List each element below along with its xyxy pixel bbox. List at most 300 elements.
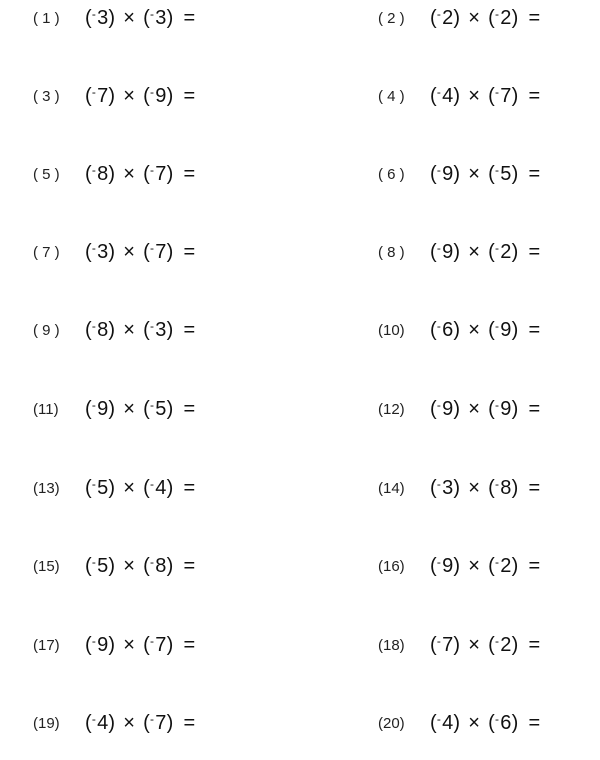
problem-number: (17) xyxy=(33,636,60,654)
operand-value: 7 xyxy=(155,240,167,263)
operand-b xyxy=(488,477,518,499)
open-paren: ( xyxy=(85,554,92,577)
problem-number: ( 6 ) xyxy=(378,165,405,183)
problem-number: ( 9 ) xyxy=(33,321,60,339)
operand-b xyxy=(143,7,173,29)
close-paren: ) xyxy=(511,84,519,107)
operand-a xyxy=(85,477,115,499)
open-paren: ( xyxy=(143,84,151,107)
operand-b xyxy=(488,398,518,420)
problem-15 xyxy=(33,551,195,581)
close-paren: ) xyxy=(108,162,116,185)
multiply-sign: × xyxy=(468,397,481,420)
open-paren: ( xyxy=(85,6,92,29)
negative-sign: - xyxy=(436,554,442,569)
operand-value: 7 xyxy=(155,162,167,185)
operand-b xyxy=(488,319,518,341)
problem-expression xyxy=(430,555,540,578)
operand-value: 6 xyxy=(500,711,512,734)
problem-expression xyxy=(430,85,540,108)
open-paren: ( xyxy=(143,162,151,185)
problem-17 xyxy=(33,630,195,660)
close-paren: ) xyxy=(166,554,174,577)
operand-b xyxy=(143,477,173,499)
operand-value: 3 xyxy=(97,6,109,29)
operand-a xyxy=(430,241,460,263)
operand-a xyxy=(430,398,460,420)
close-paren: ) xyxy=(511,6,519,29)
operand-value: 3 xyxy=(442,476,454,499)
problem-12 xyxy=(378,394,540,424)
operand-value: 4 xyxy=(97,711,109,734)
close-paren: ) xyxy=(453,318,461,341)
problem-10 xyxy=(378,315,540,345)
operand-value: 3 xyxy=(97,240,109,263)
equals-sign: = xyxy=(183,554,196,577)
problem-expression xyxy=(430,241,540,264)
problem-expression xyxy=(430,319,540,342)
close-paren: ) xyxy=(511,397,519,420)
operand-value: 4 xyxy=(442,84,454,107)
operand-value: 4 xyxy=(442,711,454,734)
problem-number: (10) xyxy=(378,321,405,339)
problem-number: (18) xyxy=(378,636,405,654)
problem-expression xyxy=(85,163,195,186)
operand-a xyxy=(85,555,115,577)
negative-sign: - xyxy=(150,240,155,255)
negative-sign: - xyxy=(495,240,500,255)
operand-a xyxy=(85,319,115,341)
problem-number: (15) xyxy=(33,557,60,575)
problem-1 xyxy=(33,3,195,33)
operand-b xyxy=(488,85,518,107)
negative-sign: - xyxy=(436,84,442,99)
operand-b xyxy=(143,398,173,420)
multiply-sign: × xyxy=(468,554,481,577)
operand-value: 5 xyxy=(97,554,109,577)
multiply-sign: × xyxy=(123,711,136,734)
close-paren: ) xyxy=(166,633,174,656)
close-paren: ) xyxy=(166,240,174,263)
close-paren: ) xyxy=(108,554,116,577)
operand-b xyxy=(488,634,518,656)
operand-b xyxy=(143,85,173,107)
negative-sign: - xyxy=(91,711,97,726)
multiply-sign: × xyxy=(468,6,481,29)
open-paren: ( xyxy=(85,476,92,499)
close-paren: ) xyxy=(511,711,519,734)
negative-sign: - xyxy=(150,6,155,21)
operand-b xyxy=(488,555,518,577)
operand-a xyxy=(85,7,115,29)
close-paren: ) xyxy=(166,318,174,341)
open-paren: ( xyxy=(488,476,496,499)
problem-8 xyxy=(378,237,540,267)
close-paren: ) xyxy=(511,162,519,185)
close-paren: ) xyxy=(166,397,174,420)
close-paren: ) xyxy=(166,6,174,29)
equals-sign: = xyxy=(528,397,541,420)
close-paren: ) xyxy=(453,397,461,420)
operand-value: 4 xyxy=(155,476,167,499)
negative-sign: - xyxy=(495,554,500,569)
operand-a xyxy=(430,712,460,734)
equals-sign: = xyxy=(528,554,541,577)
close-paren: ) xyxy=(453,162,461,185)
problem-5 xyxy=(33,159,195,189)
equals-sign: = xyxy=(528,240,541,263)
operand-value: 9 xyxy=(442,162,454,185)
equals-sign: = xyxy=(183,711,196,734)
problem-expression xyxy=(85,241,195,264)
operand-a xyxy=(85,634,115,656)
open-paren: ( xyxy=(488,6,496,29)
open-paren: ( xyxy=(430,711,437,734)
multiply-sign: × xyxy=(123,633,136,656)
problem-number: (19) xyxy=(33,714,60,732)
close-paren: ) xyxy=(166,711,174,734)
close-paren: ) xyxy=(511,633,519,656)
open-paren: ( xyxy=(488,84,496,107)
operand-value: 2 xyxy=(500,240,512,263)
operand-value: 3 xyxy=(155,318,167,341)
problem-9 xyxy=(33,315,195,345)
equals-sign: = xyxy=(528,84,541,107)
problem-number: ( 4 ) xyxy=(378,87,405,105)
negative-sign: - xyxy=(91,318,97,333)
operand-b xyxy=(143,712,173,734)
negative-sign: - xyxy=(91,476,97,491)
negative-sign: - xyxy=(436,318,442,333)
open-paren: ( xyxy=(430,633,437,656)
operand-value: 5 xyxy=(155,397,167,420)
negative-sign: - xyxy=(150,318,155,333)
negative-sign: - xyxy=(91,162,97,177)
open-paren: ( xyxy=(488,397,496,420)
problem-number: (20) xyxy=(378,714,405,732)
problem-11 xyxy=(33,394,195,424)
problem-number: ( 2 ) xyxy=(378,9,405,27)
equals-sign: = xyxy=(183,476,196,499)
equals-sign: = xyxy=(183,84,196,107)
negative-sign: - xyxy=(91,84,97,99)
operand-b xyxy=(143,241,173,263)
negative-sign: - xyxy=(495,476,500,491)
equals-sign: = xyxy=(183,6,196,29)
equals-sign: = xyxy=(528,476,541,499)
negative-sign: - xyxy=(495,633,500,648)
negative-sign: - xyxy=(436,476,442,491)
problem-number: ( 3 ) xyxy=(33,87,60,105)
negative-sign: - xyxy=(150,554,155,569)
open-paren: ( xyxy=(85,711,92,734)
open-paren: ( xyxy=(85,162,92,185)
close-paren: ) xyxy=(511,476,519,499)
multiply-sign: × xyxy=(123,6,136,29)
equals-sign: = xyxy=(183,318,196,341)
problem-20 xyxy=(378,708,540,738)
problem-number: (16) xyxy=(378,557,405,575)
close-paren: ) xyxy=(108,397,116,420)
multiply-sign: × xyxy=(468,711,481,734)
open-paren: ( xyxy=(85,633,92,656)
open-paren: ( xyxy=(143,6,151,29)
operand-value: 3 xyxy=(155,6,167,29)
problem-18 xyxy=(378,630,540,660)
close-paren: ) xyxy=(108,84,116,107)
multiply-sign: × xyxy=(123,554,136,577)
open-paren: ( xyxy=(488,318,496,341)
open-paren: ( xyxy=(143,476,151,499)
open-paren: ( xyxy=(430,397,437,420)
multiply-sign: × xyxy=(468,162,481,185)
operand-a xyxy=(430,163,460,185)
operand-value: 8 xyxy=(500,476,512,499)
operand-value: 9 xyxy=(442,240,454,263)
close-paren: ) xyxy=(511,240,519,263)
equals-sign: = xyxy=(183,397,196,420)
multiply-sign: × xyxy=(123,240,136,263)
close-paren: ) xyxy=(511,554,519,577)
operand-a xyxy=(430,555,460,577)
operand-value: 9 xyxy=(155,84,167,107)
negative-sign: - xyxy=(150,84,155,99)
open-paren: ( xyxy=(488,711,496,734)
negative-sign: - xyxy=(150,476,155,491)
equals-sign: = xyxy=(183,162,196,185)
open-paren: ( xyxy=(430,240,437,263)
negative-sign: - xyxy=(495,6,500,21)
negative-sign: - xyxy=(436,633,442,648)
problem-16 xyxy=(378,551,540,581)
open-paren: ( xyxy=(430,318,437,341)
operand-value: 9 xyxy=(97,633,109,656)
operand-b xyxy=(143,319,173,341)
operand-b xyxy=(143,163,173,185)
negative-sign: - xyxy=(436,162,442,177)
operand-value: 7 xyxy=(155,711,167,734)
problem-expression xyxy=(85,712,195,735)
problem-2 xyxy=(378,3,540,33)
open-paren: ( xyxy=(85,397,92,420)
operand-b xyxy=(488,163,518,185)
operand-a xyxy=(85,398,115,420)
negative-sign: - xyxy=(495,84,500,99)
problem-number: (13) xyxy=(33,479,60,497)
negative-sign: - xyxy=(495,397,500,412)
operand-value: 2 xyxy=(442,6,454,29)
open-paren: ( xyxy=(85,240,92,263)
multiply-sign: × xyxy=(468,318,481,341)
operand-value: 9 xyxy=(500,318,512,341)
negative-sign: - xyxy=(436,240,442,255)
problem-7 xyxy=(33,237,195,267)
problem-expression xyxy=(85,85,195,108)
negative-sign: - xyxy=(91,633,97,648)
operand-value: 7 xyxy=(500,84,512,107)
operand-value: 2 xyxy=(500,554,512,577)
open-paren: ( xyxy=(430,6,437,29)
problem-4 xyxy=(378,81,540,111)
multiply-sign: × xyxy=(123,84,136,107)
problem-expression xyxy=(430,634,540,657)
operand-value: 9 xyxy=(442,554,454,577)
open-paren: ( xyxy=(143,554,151,577)
close-paren: ) xyxy=(108,240,116,263)
problem-expression xyxy=(430,712,540,735)
negative-sign: - xyxy=(436,6,442,21)
equals-sign: = xyxy=(528,633,541,656)
negative-sign: - xyxy=(150,633,155,648)
negative-sign: - xyxy=(436,711,442,726)
problem-number: ( 1 ) xyxy=(33,9,60,27)
open-paren: ( xyxy=(143,318,151,341)
close-paren: ) xyxy=(511,318,519,341)
problem-number: (12) xyxy=(378,400,405,418)
operand-a xyxy=(85,85,115,107)
operand-value: 9 xyxy=(97,397,109,420)
equals-sign: = xyxy=(528,6,541,29)
close-paren: ) xyxy=(453,6,461,29)
operand-value: 8 xyxy=(155,554,167,577)
open-paren: ( xyxy=(143,240,151,263)
multiply-sign: × xyxy=(468,240,481,263)
problem-expression xyxy=(430,398,540,421)
problem-number: ( 7 ) xyxy=(33,243,60,261)
close-paren: ) xyxy=(453,711,461,734)
close-paren: ) xyxy=(108,476,116,499)
problem-number: ( 8 ) xyxy=(378,243,405,261)
negative-sign: - xyxy=(495,711,500,726)
negative-sign: - xyxy=(150,711,155,726)
open-paren: ( xyxy=(430,476,437,499)
problem-expression xyxy=(85,398,195,421)
multiply-sign: × xyxy=(123,162,136,185)
open-paren: ( xyxy=(488,633,496,656)
operand-a xyxy=(430,634,460,656)
negative-sign: - xyxy=(91,554,97,569)
open-paren: ( xyxy=(488,162,496,185)
close-paren: ) xyxy=(108,6,116,29)
problem-expression xyxy=(85,7,195,30)
operand-a xyxy=(430,7,460,29)
open-paren: ( xyxy=(488,240,496,263)
problem-13 xyxy=(33,473,195,503)
operand-value: 2 xyxy=(500,633,512,656)
problem-number: (14) xyxy=(378,479,405,497)
operand-a xyxy=(85,163,115,185)
negative-sign: - xyxy=(436,397,442,412)
negative-sign: - xyxy=(495,162,500,177)
multiply-sign: × xyxy=(123,318,136,341)
operand-value: 9 xyxy=(442,397,454,420)
operand-a xyxy=(430,319,460,341)
open-paren: ( xyxy=(430,554,437,577)
operand-value: 7 xyxy=(97,84,109,107)
problem-expression xyxy=(85,555,195,578)
operand-b xyxy=(488,7,518,29)
equals-sign: = xyxy=(183,240,196,263)
operand-value: 5 xyxy=(97,476,109,499)
equals-sign: = xyxy=(528,162,541,185)
equals-sign: = xyxy=(528,711,541,734)
operand-a xyxy=(85,241,115,263)
close-paren: ) xyxy=(453,554,461,577)
equals-sign: = xyxy=(528,318,541,341)
operand-a xyxy=(430,477,460,499)
open-paren: ( xyxy=(488,554,496,577)
close-paren: ) xyxy=(166,476,174,499)
negative-sign: - xyxy=(91,397,97,412)
multiply-sign: × xyxy=(123,476,136,499)
close-paren: ) xyxy=(108,318,116,341)
close-paren: ) xyxy=(453,476,461,499)
operand-b xyxy=(143,634,173,656)
close-paren: ) xyxy=(166,162,174,185)
problem-expression xyxy=(85,477,195,500)
open-paren: ( xyxy=(143,397,151,420)
open-paren: ( xyxy=(430,162,437,185)
multiply-sign: × xyxy=(468,84,481,107)
operand-value: 7 xyxy=(442,633,454,656)
problem-6 xyxy=(378,159,540,189)
operand-b xyxy=(488,712,518,734)
close-paren: ) xyxy=(108,711,116,734)
problem-expression xyxy=(430,477,540,500)
operand-value: 5 xyxy=(500,162,512,185)
negative-sign: - xyxy=(91,240,97,255)
problem-expression xyxy=(85,319,195,342)
problem-expression xyxy=(85,634,195,657)
negative-sign: - xyxy=(150,397,155,412)
operand-b xyxy=(488,241,518,263)
problem-14 xyxy=(378,473,540,503)
close-paren: ) xyxy=(166,84,174,107)
open-paren: ( xyxy=(143,633,151,656)
operand-b xyxy=(143,555,173,577)
problem-number: (11) xyxy=(33,400,59,418)
open-paren: ( xyxy=(85,318,92,341)
operand-a xyxy=(85,712,115,734)
close-paren: ) xyxy=(108,633,116,656)
problem-expression xyxy=(430,163,540,186)
problem-number: ( 5 ) xyxy=(33,165,60,183)
problem-expression xyxy=(430,7,540,30)
operand-a xyxy=(430,85,460,107)
negative-sign: - xyxy=(495,318,500,333)
operand-value: 2 xyxy=(500,6,512,29)
problem-3 xyxy=(33,81,195,111)
close-paren: ) xyxy=(453,633,461,656)
open-paren: ( xyxy=(85,84,92,107)
operand-value: 8 xyxy=(97,162,109,185)
negative-sign: - xyxy=(91,6,97,21)
close-paren: ) xyxy=(453,240,461,263)
open-paren: ( xyxy=(430,84,437,107)
problem-19 xyxy=(33,708,195,738)
multiply-sign: × xyxy=(468,633,481,656)
negative-sign: - xyxy=(150,162,155,177)
operand-value: 8 xyxy=(97,318,109,341)
close-paren: ) xyxy=(453,84,461,107)
operand-value: 9 xyxy=(500,397,512,420)
operand-value: 7 xyxy=(155,633,167,656)
multiply-sign: × xyxy=(123,397,136,420)
multiply-sign: × xyxy=(468,476,481,499)
operand-value: 6 xyxy=(442,318,454,341)
open-paren: ( xyxy=(143,711,151,734)
equals-sign: = xyxy=(183,633,196,656)
